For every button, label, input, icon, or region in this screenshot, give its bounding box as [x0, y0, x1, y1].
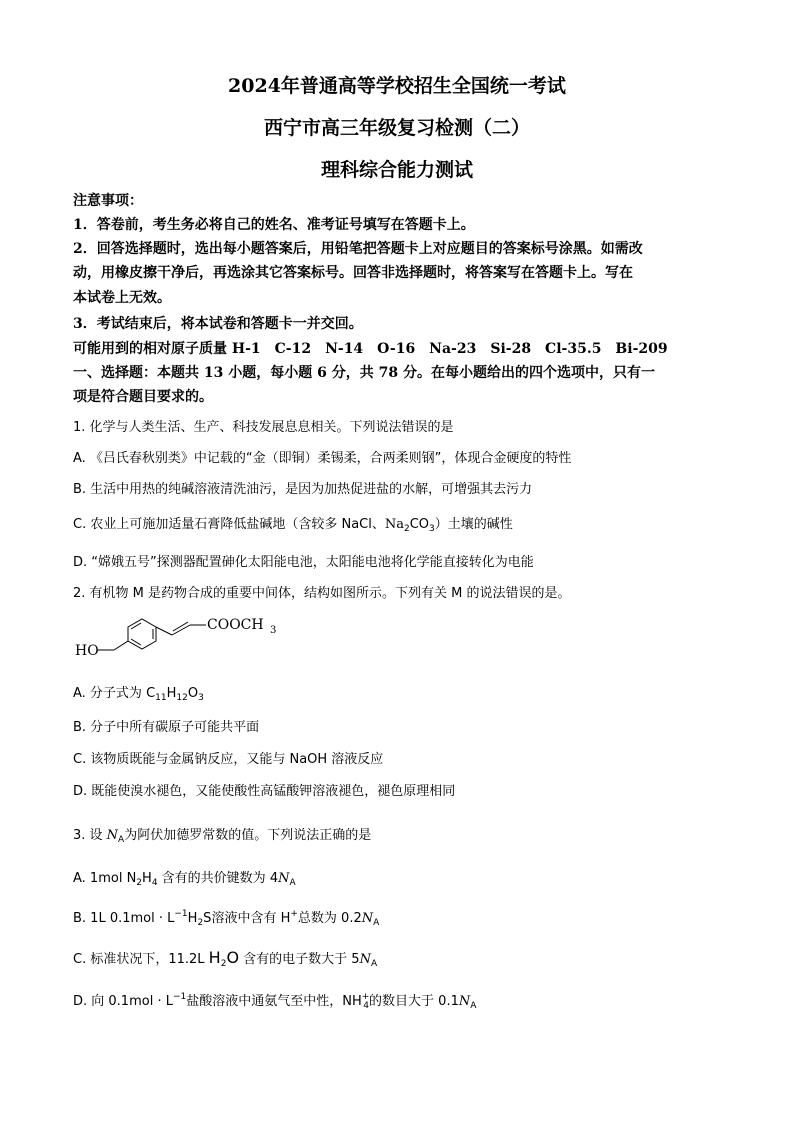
q3-option-c: C. 标准状况下，11.2L $H_2O$ 含有的电子数大于 $5N_A$ — [73, 948, 378, 969]
benzene-ring — [128, 619, 156, 649]
q3-stem: 3. 设 $N_A$为阿伏加德罗常数的值。下列说法正确的是 — [73, 828, 372, 845]
q2-stem: 2. 有机物 M 是药物合成的重要中间体，结构如图所示。下列有关 M 的说法错误的是。 — [73, 586, 571, 601]
hydroxyl-label: HO — [75, 643, 99, 659]
bond-vinyl — [156, 627, 172, 635]
q3-option-d: D. 向 $0.1mol \cdot L^{-1}$盐酸溶液中通氨气至中性，$NH^+_4$的数目大于 $0.1N_A$ — [73, 992, 477, 1011]
q2-option-c: C. 该物质既能与金属钠反应，又能与 NaOH 溶液反应 — [73, 752, 384, 767]
q1-stem: 1. 化学与人类生活、生产、科技发展息息相关。下列说法错误的是 — [73, 420, 454, 435]
exam-subtitle: 西宁市高三年级复习检测（二） — [263, 117, 530, 139]
note-2-line3: 本试卷上无效。 — [73, 290, 171, 306]
exam-title: 2024年普通高等学校招生全国统一考试 — [228, 75, 566, 97]
atomic-masses: 可能用到的相对原子质量 H-1 C-12 N-14 O-16 Na-23 Si-28 Cl-35.5 Bi-209 — [73, 341, 668, 357]
q2-option-d: D. 既能使溴水褪色，又能使酸性高锰酸钾溶液褪色，褪色原理相同 — [73, 784, 456, 799]
q1-option-c: C. 农业上可施加适量石膏降低盐碱地（含较多 NaCl、$Na_2CO_3$）土壤的碱性 — [73, 517, 513, 534]
notes-heading: 注意事项： — [73, 193, 143, 209]
note-2-line2: 动，用橡皮擦干净后，再选涂其它答案标号。回答非选择题时，将答案写在答题卡上。写在 — [73, 265, 633, 281]
exam-subject: 理科综合能力测试 — [320, 159, 473, 181]
bond-ch2 — [114, 641, 128, 650]
note-3: 3．考试结束后，将本试卷和答题卡一并交回。 — [73, 316, 363, 332]
structure-diagram — [70, 605, 290, 665]
q3-option-b: B. 1L $0.1mol \cdot L^{-1}H_2S$溶液中含有 H+总数为 $0.2N_A$ — [73, 909, 380, 928]
note-1: 1．答卷前，考生务必将自己的姓名、准考证号填写在答题卡上。 — [73, 217, 475, 233]
note-2-line1: 2．回答选择题时，选出每小题答案后，用铅笔把答题卡上对应题目的答案标号涂黑。如需改 — [73, 241, 643, 257]
q3-option-a: A. 1mol $N_2H_4$ 含有的共价键数为 $4N_A$ — [73, 871, 296, 888]
ester-label: COOCH — [207, 617, 264, 633]
section1-line2: 项是符合题目要求的。 — [73, 389, 213, 405]
q2-option-a: A. 分子式为 $C_{11}H_{12}O_3$ — [73, 686, 204, 703]
q1-option-d: D. “嫦娥五号”探测器配置砷化太阳能电池，太阳能电池将化学能直接转化为电能 — [73, 555, 534, 570]
q1-option-a: A. 《吕氏春秋别类》中记载的“金（即铜）柔锡柔，合两柔则钢”，体现合金硬度的特性 — [73, 451, 572, 466]
bond-double — [173, 622, 188, 631]
ester-subscript: 3 — [270, 625, 277, 636]
q2-option-b: B. 分子中所有碳原子可能共平面 — [73, 720, 260, 735]
section1-line1: 一、选择题：本题共 13 小题，每小题 6 分，共 78 分。在每小题给出的四个选项中，只有一 — [73, 365, 655, 381]
q1-option-b: B. 生活中用热的纯碱溶液清洗油污，是因为加热促进盐的水解，可增强其去污力 — [73, 482, 533, 497]
